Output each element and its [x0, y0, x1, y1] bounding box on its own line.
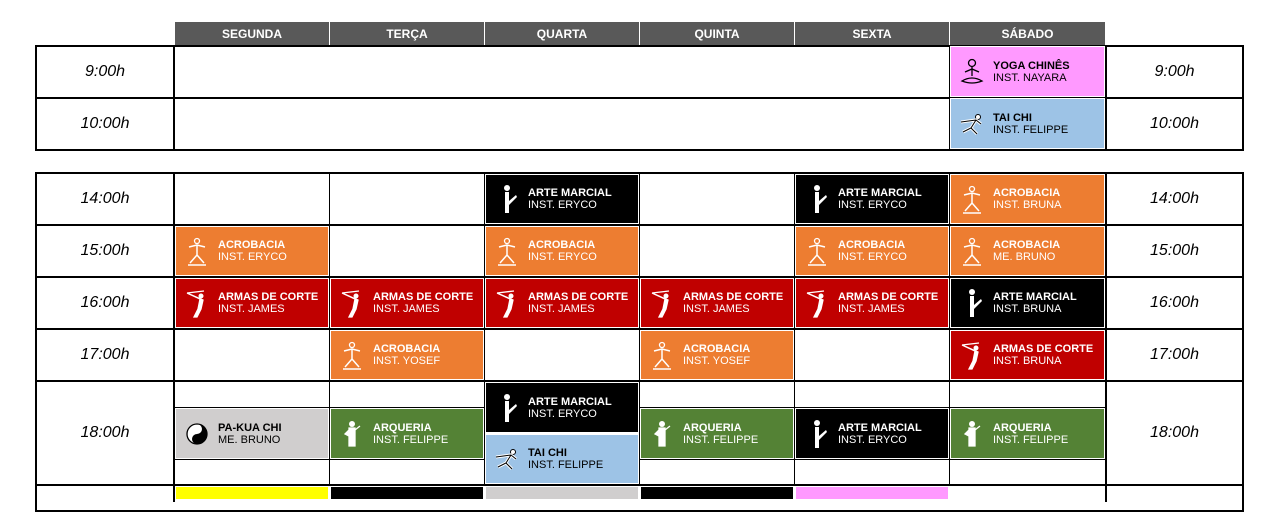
- tai-chi-icon: [959, 106, 985, 142]
- class-instructor: ME. BRUNO: [218, 433, 281, 446]
- class-instructor: ME. BRUNO: [993, 251, 1056, 263]
- time-label-left: 17:00h: [80, 346, 130, 363]
- class-cell-acrobacia[interactable]: [950, 174, 1105, 224]
- class-name: ACROBACIA: [218, 239, 286, 251]
- class-instructor: INST. BRUNA: [993, 355, 1062, 367]
- martial-art-kick-icon: [494, 181, 520, 217]
- class-name: PA-KUA CHI: [218, 421, 282, 434]
- class-name: ACROBACIA: [993, 187, 1061, 199]
- class-cell-partial: [485, 486, 639, 500]
- acrobat-icon: [184, 233, 210, 269]
- class-cell-pa-kua-chi[interactable]: [175, 408, 329, 459]
- martial-art-kick-icon: [804, 181, 830, 217]
- acrobat-icon: [494, 233, 520, 269]
- class-instructor: INST. JAMES: [373, 303, 440, 315]
- class-cell-acrobacia[interactable]: [640, 330, 794, 380]
- class-name: ARMAS DE CORTE: [993, 343, 1094, 355]
- class-name: ARMAS DE CORTE: [373, 291, 474, 303]
- class-instructor: INST. YOSEF: [373, 355, 441, 367]
- martial-art-kick-icon: [804, 416, 830, 452]
- class-cell-arte-marcial[interactable]: [795, 408, 949, 459]
- acrobat-icon: [339, 337, 365, 373]
- class-name: ARMAS DE CORTE: [683, 291, 784, 303]
- class-cell-arte-marcial[interactable]: [950, 278, 1105, 328]
- class-instructor: INST. BRUNA: [993, 303, 1062, 315]
- sub-row-divider: [175, 459, 1105, 460]
- day-header-sexta: SEXTA: [795, 22, 949, 45]
- class-cell-armas-de-corte[interactable]: [950, 330, 1105, 380]
- blade-weapon-icon: [494, 285, 520, 321]
- class-instructor: INST. JAMES: [683, 303, 750, 315]
- time-label-right: 15:00h: [1150, 242, 1199, 259]
- time-label-left: 16:00h: [80, 294, 130, 311]
- class-cell-yoga-chines[interactable]: [950, 46, 1105, 97]
- meditation-icon: [959, 54, 985, 90]
- time-label-left: 15:00h: [80, 242, 130, 259]
- class-cell-acrobacia[interactable]: [330, 330, 484, 380]
- class-name: ARTE MARCIAL: [993, 291, 1077, 303]
- class-cell-arte-marcial[interactable]: [485, 174, 639, 224]
- acrobat-icon: [804, 233, 830, 269]
- martial-art-kick-icon: [959, 285, 985, 321]
- class-instructor: INST. FELIPPE: [528, 459, 604, 471]
- blade-weapon-icon: [804, 285, 830, 321]
- archery-icon: [339, 416, 365, 452]
- time-label-left: 10:00h: [80, 115, 130, 132]
- day-header-sabado: SÁBADO: [950, 22, 1105, 45]
- class-instructor: INST. ERYCO: [838, 251, 907, 263]
- martial-art-kick-icon: [494, 390, 520, 426]
- blade-weapon-icon: [959, 337, 985, 373]
- class-cell-armas-de-corte[interactable]: [175, 278, 329, 328]
- time-label-right: 17:00h: [1150, 346, 1199, 363]
- class-name: ACROBACIA: [838, 239, 906, 251]
- class-name: ARMAS DE CORTE: [218, 291, 319, 303]
- class-cell-tai-chi[interactable]: [950, 98, 1105, 149]
- class-name: ARQUERIA: [993, 421, 1052, 434]
- time-label-right: 10:00h: [1150, 115, 1199, 132]
- class-instructor: INST. YOSEF: [683, 355, 751, 367]
- class-cell-acrobacia[interactable]: [795, 226, 949, 276]
- time-label-right: 16:00h: [1150, 294, 1199, 311]
- acrobat-icon: [649, 337, 675, 373]
- class-cell-armas-de-corte[interactable]: [640, 278, 794, 328]
- class-name: ARTE MARCIAL: [528, 187, 612, 199]
- class-instructor: INST. ERYCO: [528, 199, 597, 211]
- class-cell-acrobacia[interactable]: [950, 226, 1105, 276]
- tai-chi-icon: [494, 441, 520, 477]
- class-instructor: INST. ERYCO: [528, 407, 597, 420]
- day-header-quinta: QUINTA: [640, 22, 794, 45]
- class-cell-arte-marcial[interactable]: [485, 382, 639, 433]
- class-name: ARTE MARCIAL: [528, 395, 612, 408]
- blade-weapon-icon: [184, 285, 210, 321]
- class-name: ACROBACIA: [528, 239, 596, 251]
- column-divider: [173, 45, 175, 151]
- class-cell-armas-de-corte[interactable]: [795, 278, 949, 328]
- class-instructor: INST. JAMES: [218, 303, 285, 315]
- time-label-right: 14:00h: [1150, 190, 1199, 207]
- class-name: ARMAS DE CORTE: [838, 291, 939, 303]
- class-instructor: INST. FELIPPE: [993, 433, 1069, 446]
- class-name: ARQUERIA: [373, 421, 432, 434]
- yin-yang-icon: [184, 416, 210, 452]
- class-cell-arqueria[interactable]: [950, 408, 1105, 459]
- blade-weapon-icon: [649, 285, 675, 321]
- class-name: TAI CHI: [528, 447, 567, 459]
- class-name: ARTE MARCIAL: [838, 187, 922, 199]
- day-header-quarta: QUARTA: [485, 22, 639, 45]
- day-header-terca: TERÇA: [330, 22, 484, 45]
- class-cell-acrobacia[interactable]: [485, 226, 639, 276]
- class-name: ARTE MARCIAL: [838, 421, 922, 434]
- time-label-left: 14:00h: [80, 190, 130, 207]
- class-cell-armas-de-corte[interactable]: [485, 278, 639, 328]
- class-cell-partial: [795, 486, 949, 500]
- class-instructor: INST. JAMES: [528, 303, 595, 315]
- class-instructor: INST. ERYCO: [528, 251, 597, 263]
- time-label-left: 9:00h: [84, 63, 126, 80]
- time-label-right: 18:00h: [1150, 424, 1199, 441]
- class-cell-arqueria[interactable]: [330, 408, 484, 459]
- class-instructor: INST. JAMES: [838, 303, 905, 315]
- class-name: ARQUERIA: [683, 421, 742, 434]
- class-name: ARMAS DE CORTE: [528, 291, 629, 303]
- time-label-left: 18:00h: [80, 424, 130, 441]
- archery-icon: [959, 416, 985, 452]
- class-cell-arte-marcial[interactable]: [795, 174, 949, 224]
- class-instructor: INST. ERYCO: [838, 199, 907, 211]
- class-instructor: INST. BRUNA: [993, 199, 1062, 211]
- class-cell-tai-chi[interactable]: [485, 434, 639, 484]
- class-cell-arqueria[interactable]: [640, 408, 794, 459]
- acrobat-icon: [959, 181, 985, 217]
- class-cell-acrobacia[interactable]: [175, 226, 329, 276]
- day-header-segunda: SEGUNDA: [175, 22, 329, 45]
- time-label-right: 9:00h: [1154, 63, 1195, 80]
- class-instructor: INST. FELIPPE: [683, 433, 759, 446]
- class-name: YOGA CHINÊS: [993, 59, 1070, 72]
- class-instructor: INST. ERYCO: [218, 251, 287, 263]
- blade-weapon-icon: [339, 285, 365, 321]
- class-name: ACROBACIA: [683, 343, 751, 355]
- acrobat-icon: [959, 233, 985, 269]
- archery-icon: [649, 416, 675, 452]
- class-instructor: INST. FELIPPE: [993, 123, 1069, 136]
- class-instructor: INST. FELIPPE: [373, 433, 449, 446]
- class-name: ACROBACIA: [993, 239, 1061, 251]
- class-cell-armas-de-corte[interactable]: [330, 278, 484, 328]
- class-name: ACROBACIA: [373, 343, 441, 355]
- class-name: TAI CHI: [993, 111, 1032, 124]
- class-cell-partial: [175, 486, 329, 500]
- class-instructor: INST. ERYCO: [838, 433, 907, 446]
- class-cell-partial: [330, 486, 484, 500]
- class-cell-partial: [640, 486, 794, 500]
- class-instructor: INST. NAYARA: [993, 71, 1067, 84]
